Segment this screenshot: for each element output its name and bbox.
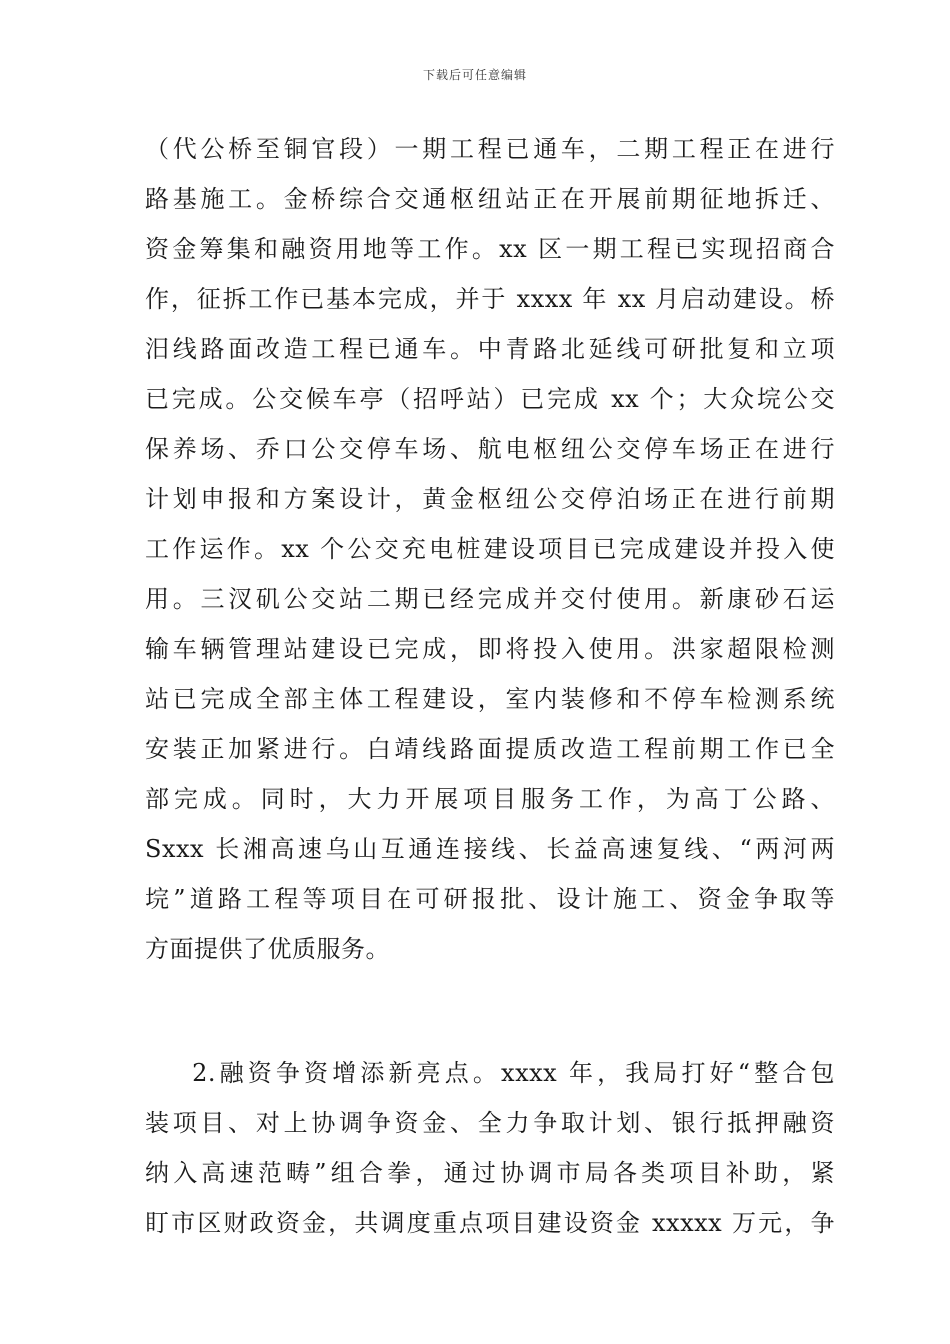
text-line: 用。三汊矶公交站二期已经完成并交付使用。新康砂石运 — [145, 585, 835, 613]
text-line: 装项目、对上协调争资金、全力争取计划、银行抵押融资 — [145, 1109, 835, 1137]
text-line: 站已完成全部主体工程建设，室内装修和不停车检测系统 — [145, 685, 835, 713]
text-line: 安装正加紧进行。白靖线路面提质改造工程前期工作已全 — [145, 735, 835, 763]
text-line: 路基施工。金桥综合交通枢纽站正在开展前期征地拆迁、 — [145, 185, 835, 213]
text-line: 保养场、乔口公交停车场、航电枢纽公交停车场正在进行 — [145, 435, 835, 463]
text-line: 已完成。公交候车亭（招呼站）已完成 xx 个；大众垸公交 — [145, 385, 835, 413]
text-line: 2.融资争资增添新亮点。xxxx 年，我局打好“整合包 — [145, 1059, 835, 1087]
text-line: 部完成。同时，大力开展项目服务工作，为高丁公路、 — [145, 785, 835, 813]
paragraph-1 — [145, 124, 835, 974]
text-line: 工作运作。xx 个公交充电桩建设项目已完成建设并投入使 — [145, 535, 835, 563]
text-line: 计划申报和方案设计，黄金枢纽公交停泊场正在进行前期 — [145, 485, 835, 513]
text-line: 资金筹集和融资用地等工作。xx 区一期工程已实现招商合 — [145, 235, 835, 263]
text-line: 输车辆管理站建设已完成，即将投入使用。洪家超限检测 — [145, 635, 835, 663]
paragraph-2 — [145, 1048, 835, 1248]
text-line: Sxxx 长湘高速乌山互通连接线、长益高速复线、“两河两 — [145, 835, 835, 863]
paragraph-gap — [145, 974, 835, 1048]
document-body — [145, 124, 835, 1248]
text-line: 汨线路面改造工程已通车。中青路北延线可研批复和立项 — [145, 335, 835, 363]
text-line: 盯市区财政资金，共调度重点项目建设资金 xxxxx 万元，争 — [145, 1209, 835, 1237]
download-note: 下载后可任意编辑 — [422, 68, 527, 82]
text-line: 纳入高速范畴”组合拳，通过协调市局各类项目补助，紧 — [145, 1159, 835, 1187]
text-line: 方面提供了优质服务。 — [145, 935, 390, 963]
text-line: （代公桥至铜官段）一期工程已通车，二期工程正在进行 — [145, 135, 835, 163]
text-line: 作，征拆工作已基本完成，并于 xxxx 年 xx 月启动建设。桥 — [145, 285, 835, 313]
text-line: 垸”道路工程等项目在可研报批、设计施工、资金争取等 — [145, 885, 835, 913]
